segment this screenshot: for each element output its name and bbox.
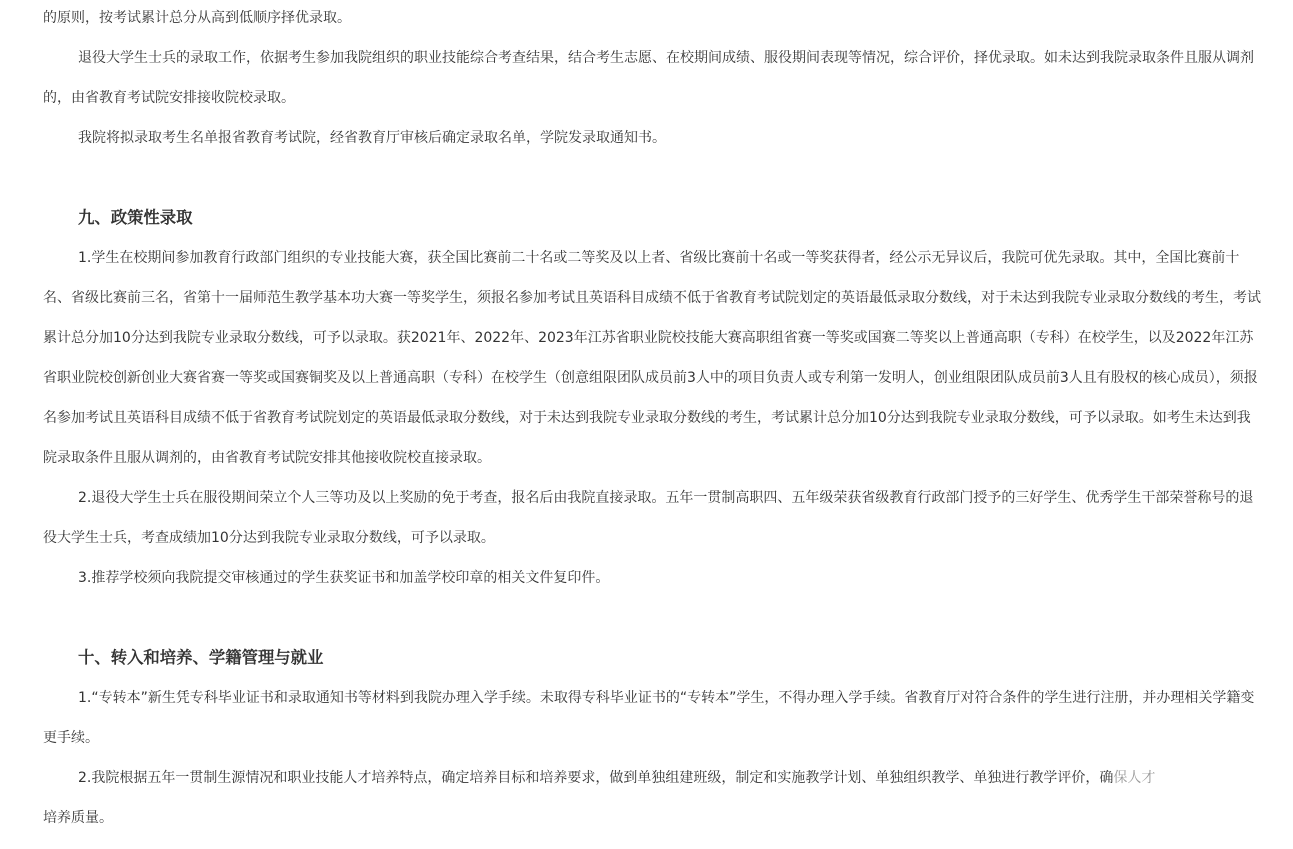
section-9-title: 九、政策性录取 <box>78 208 193 227</box>
section-spacer <box>43 598 1263 638</box>
section-10-item-2-end: 培养质量。 <box>43 810 113 826</box>
paragraph-admission-principle-tail: 的原则，按考试累计总分从高到低顺序择优录取。 <box>43 10 351 26</box>
section-10-item-2-main: 2.我院根据五年一贯制生源情况和职业技能人才培养特点，确定培养目标和培养要求，做到单独组建班级，制定和实施教学计划、单独组织教学、单独进行教学评价，确 <box>78 770 1114 786</box>
section-9-item-1: 1.学生在校期间参加教育行政部门组织的专业技能大赛，获全国比赛前二十名或二等奖及以上者、省级比赛前十名或一等奖获得者，经公示无异议后，我院可优先录取。其中，全国比赛前十名、省级比赛前三名，省第十一届师范生教学基本功大赛一等奖学生，须报名参加考试且英语科目成绩不低于省教育考试院划定的英语最低录取分数线，对于未达到我院专业录取分数线的考生，考试累计总分加10分达到我院专业录取分数线，可予以录取。获2021年、2022年、2023年江苏省职业院校技能大赛高职组省赛一等奖或国赛二等奖以上普通高职（专科）在校学生，以及2022年江苏省职业院校创新创业大赛省赛一等奖或国赛铜奖及以上普通高职（专科）在校学生（创意组限团队成员前3人中的项目负责人或专利第一发明人，创业组限团队成员前3人且有股权的核心成员），须报名参加考试且英语科目成绩不低于省教育考试院划定的英语最低录取分数线，对于未达到我院专业录取分数线的考生，考试累计总分加10分达到我院专业录取分数线，可予以录取。如考生未达到我院录取条件且服从调剂的，由省教育考试院安排其他接收院校直接录取。 <box>43 250 1261 466</box>
section-10-title: 十、转入和培养、学籍管理与就业 <box>78 648 324 667</box>
document-body <box>43 0 1263 838</box>
section-10-item-2-faded: 保人才 <box>1113 770 1156 786</box>
section-spacer <box>43 158 1263 198</box>
section-9-item-3: 3.推荐学校须向我院提交审核通过的学生获奖证书和加盖学校印章的相关文件复印件。 <box>78 570 610 586</box>
section-9-item-2: 2.退役大学生士兵在服役期间荣立个人三等功及以上奖励的免于考查，报名后由我院直接录取。五年一贯制高职四、五年级荣获省级教育行政部门授予的三好学生、优秀学生干部荣誉称号的退役大学生士兵，考查成绩加10分达到我院专业录取分数线，可予以录取。 <box>43 490 1254 546</box>
paragraph-veteran-admission: 退役大学生士兵的录取工作，依据考生参加我院组织的职业技能综合考查结果，结合考生志愿、在校期间成绩、服役期间表现等情况，综合评价，择优录取。如未达到我院录取条件且服从调剂的，由省教育考试院安排接收院校录取。 <box>43 50 1254 106</box>
paragraph-admission-list: 我院将拟录取考生名单报省教育考试院，经省教育厅审核后确定录取名单，学院发录取通知书。 <box>78 130 666 146</box>
section-10-item-2 <box>43 758 1263 838</box>
section-10-item-1: 1.“专转本”新生凭专科毕业证书和录取通知书等材料到我院办理入学手续。未取得专科毕业证书的“专转本”学生，不得办理入学手续。省教育厅对符合条件的学生进行注册，并办理相关学籍变更手续。 <box>43 690 1255 746</box>
